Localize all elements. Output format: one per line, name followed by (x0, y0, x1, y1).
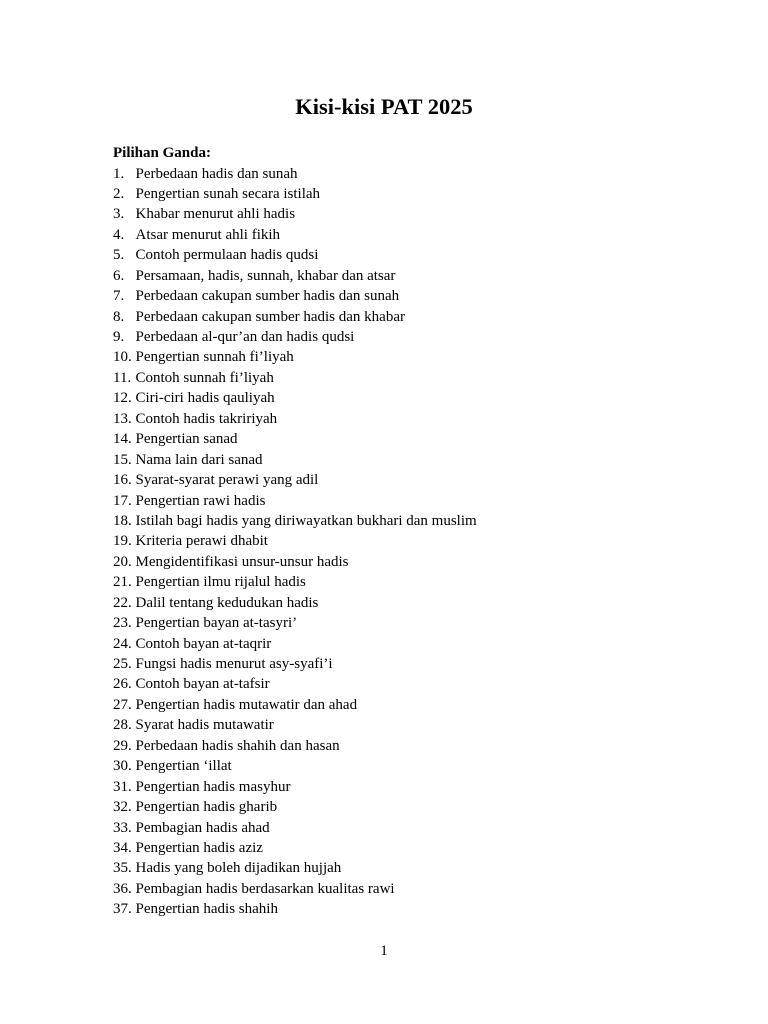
list-item (113, 674, 477, 694)
list-item (113, 818, 477, 838)
list-item-text: Contoh bayan at-taqrir (135, 635, 272, 652)
list-item (113, 491, 477, 511)
list-item-text: Syarat hadis mutawatir (135, 717, 274, 734)
list-item-text: Pengertian hadis masyhur (135, 778, 291, 795)
list-item-number: 24. (113, 635, 132, 652)
list-item-text: Pengertian hadis gharib (135, 799, 278, 816)
list-item-number: 30. (113, 758, 132, 775)
list-item-number: 14. (113, 431, 132, 448)
list-item-number: 25. (113, 656, 132, 672)
list-item-number: 32. (113, 799, 132, 816)
list-item-text: Perbedaan cakupan sumber hadis dan sunah (135, 288, 400, 305)
list-item (113, 715, 477, 735)
list-item-number: 27. (113, 696, 132, 713)
list-item-number: 9. (113, 329, 125, 345)
list-item-number: 13. (113, 410, 132, 427)
list-item-text: Pengertian rawi hadis (135, 492, 266, 509)
list-item-text: Pengertian ilmu rijalul hadis (135, 574, 306, 591)
list-item-text: Perbedaan al-qur’an dan hadis qudsi (135, 329, 355, 345)
list-item-number: 7. (113, 288, 125, 305)
list-item-number: 35. (113, 860, 132, 877)
list-item-number: 18. (113, 512, 132, 529)
section-heading: Pilihan Ganda: (113, 145, 211, 161)
list-item-text: Contoh sunnah fi’liyah (135, 369, 274, 386)
list-item (113, 388, 477, 408)
list-item (113, 797, 477, 817)
list-item-number: 28. (113, 717, 132, 734)
list-item-text: Fungsi hadis menurut asy-syafi’i (135, 656, 333, 672)
list-item-number: 29. (113, 737, 132, 754)
list-item-number: 23. (113, 615, 132, 632)
list-item-number: 8. (113, 308, 125, 325)
list-item-number: 26. (113, 676, 132, 693)
list-item (113, 470, 477, 490)
list-item-number: 20. (113, 553, 132, 570)
list-item-number: 1. (113, 165, 125, 182)
list-item-text: Kriteria perawi dhabit (135, 533, 268, 550)
list-item (113, 307, 477, 327)
list-item-number: 34. (113, 839, 132, 856)
list-item (113, 634, 477, 654)
list-item-number: 36. (113, 880, 132, 897)
list-item-text: Pengertian hadis aziz (135, 839, 263, 856)
list-item (113, 511, 477, 531)
list-item-text: Pengertian sanad (135, 431, 238, 448)
list-item (113, 347, 477, 367)
list-item-text: Contoh bayan at-tafsir (135, 676, 270, 693)
list-item-number: 15. (113, 451, 132, 468)
list-item (113, 245, 477, 265)
list-item-text: Perbedaan cakupan sumber hadis dan khabar (135, 308, 405, 325)
list-item-text: Hadis yang boleh dijadikan hujjah (135, 860, 342, 877)
list-item (113, 593, 477, 613)
list-item-number: 4. (113, 226, 125, 243)
list-item-number: 6. (113, 267, 125, 284)
page-title: Kisi-kisi PAT 2025 (295, 94, 473, 119)
page-number: 1 (380, 943, 388, 959)
list-item-number: 2. (113, 185, 125, 202)
list-item (113, 756, 477, 776)
list-item-number: 21. (113, 574, 132, 591)
list-item-text: Pengertian sunah secara istilah (135, 185, 321, 202)
list-item (113, 777, 477, 797)
list-item-text: Nama lain dari sanad (135, 451, 263, 468)
list-item-text: Istilah bagi hadis yang diriwayatkan bukhari dan muslim (135, 512, 477, 529)
list-item-text: Perbedaan hadis shahih dan hasan (135, 737, 340, 754)
list-item-text: Khabar menurut ahli hadis (135, 206, 296, 223)
list-item-number: 10. (113, 349, 132, 366)
list-item (113, 858, 477, 878)
question-list (113, 164, 477, 920)
list-item (113, 368, 477, 388)
list-item (113, 327, 477, 347)
list-item-number: 16. (113, 472, 132, 489)
list-item (113, 654, 477, 674)
list-item-number: 19. (113, 533, 132, 550)
list-item (113, 552, 477, 572)
list-item (113, 450, 477, 470)
list-item-number: 5. (113, 247, 125, 264)
list-item (113, 838, 477, 858)
list-item (113, 409, 477, 429)
list-item (113, 899, 477, 919)
list-item-text: Contoh permulaan hadis qudsi (135, 247, 319, 264)
list-item (113, 204, 477, 224)
list-item-text: Dalil tentang kedudukan hadis (135, 594, 319, 611)
list-item-text: Mengidentifikasi unsur-unsur hadis (135, 553, 349, 570)
list-item (113, 613, 477, 633)
list-item (113, 429, 477, 449)
list-item-number: 12. (113, 390, 132, 407)
list-item-text: Atsar menurut ahli fikih (135, 226, 281, 243)
list-item-text: Syarat-syarat perawi yang adil (135, 472, 319, 489)
list-item-number: 37. (113, 901, 132, 918)
list-item-text: Pembagian hadis ahad (135, 819, 270, 836)
list-item (113, 736, 477, 756)
list-item-text: Pengertian hadis mutawatir dan ahad (135, 696, 358, 713)
list-item-text: Pengertian bayan at-tasyri’ (135, 615, 298, 632)
list-item (113, 572, 477, 592)
list-item-number: 22. (113, 594, 132, 611)
list-item (113, 695, 477, 715)
list-item (113, 266, 477, 286)
list-item-text: Ciri-ciri hadis qauliyah (135, 390, 275, 407)
list-item (113, 879, 477, 899)
list-item-number: 3. (113, 206, 125, 223)
list-item (113, 531, 477, 551)
list-item-text: Pengertian sunnah fi’liyah (135, 349, 294, 366)
list-item-text: Persamaan, hadis, sunnah, khabar dan atsar (135, 267, 396, 284)
list-item-text: Pengertian ‘illat (135, 758, 232, 775)
list-item-text: Perbedaan hadis dan sunah (135, 165, 298, 182)
list-item-number: 33. (113, 819, 132, 836)
list-item (113, 164, 477, 184)
list-item-text: Contoh hadis takririyah (135, 410, 278, 427)
list-item-number: 11. (113, 369, 132, 386)
list-item-number: 31. (113, 778, 132, 795)
list-item-text: Pengertian hadis shahih (135, 901, 278, 918)
list-item-text: Pembagian hadis berdasarkan kualitas rawi (135, 880, 395, 897)
list-item (113, 286, 477, 306)
list-item-number: 17. (113, 492, 132, 509)
list-item (113, 225, 477, 245)
list-item (113, 184, 477, 204)
